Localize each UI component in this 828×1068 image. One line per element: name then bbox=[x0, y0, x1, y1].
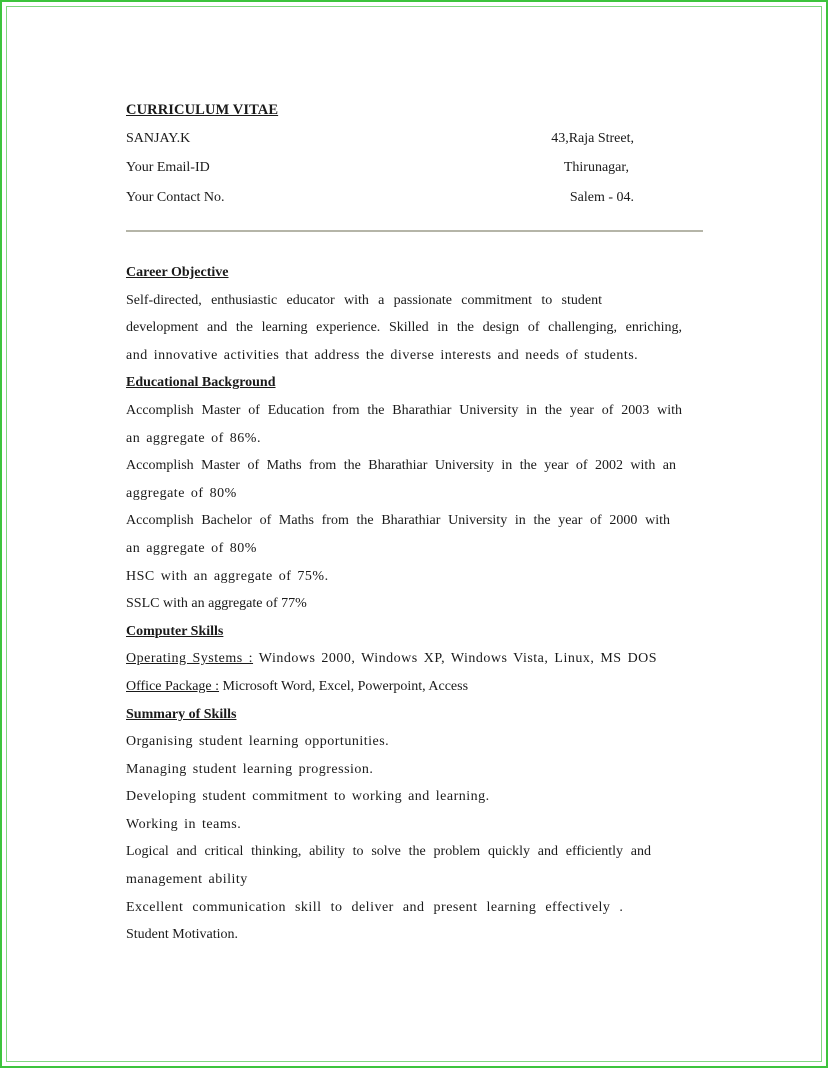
email-line: Your Email-ID bbox=[126, 160, 210, 175]
computer-skills-heading: Computer Skills bbox=[126, 623, 224, 639]
summary-heading: Summary of Skills bbox=[126, 706, 237, 722]
summary-line: Developing student commitment to working and learning. bbox=[126, 789, 490, 805]
office-label: Office Package : bbox=[126, 678, 220, 694]
education-line: Accomplish Bachelor of Maths from the Bharathiar University in the year of 2000 with bbox=[126, 513, 670, 529]
education-line: SSLC with an aggregate of 77% bbox=[126, 596, 307, 612]
resume-body bbox=[126, 259, 686, 949]
education-heading: Educational Background bbox=[126, 375, 276, 391]
candidate-name: SANJAY.K bbox=[126, 131, 191, 146]
summary-line: Managing student learning progression. bbox=[126, 761, 374, 777]
summary-line: Organising student learning opportunities. bbox=[126, 734, 390, 750]
header-divider bbox=[126, 230, 703, 232]
os-line bbox=[126, 645, 686, 673]
address-line-1: 43,Raja Street, bbox=[551, 131, 634, 146]
career-objective-heading: Career Objective bbox=[126, 265, 229, 280]
education-line: an aggregate of 86%. bbox=[126, 430, 261, 446]
summary-line: Student Motivation. bbox=[126, 927, 238, 943]
education-line: aggregate of 80% bbox=[126, 485, 237, 501]
summary-line: Excellent communication skill to deliver and present learning effectively . bbox=[126, 899, 624, 915]
address-line-2: Thirunagar, bbox=[563, 160, 629, 175]
office-line bbox=[126, 673, 686, 701]
summary-line: Logical and critical thinking, ability to solve the problem quickly and efficiently and bbox=[126, 844, 651, 860]
education-line: Accomplish Master of Education from the Bharathiar University in the year of 2003 with bbox=[126, 402, 682, 418]
summary-line: management ability bbox=[126, 872, 248, 888]
os-label: Operating Systems : bbox=[126, 651, 254, 667]
education-line: Accomplish Master of Maths from the Bharathiar University in the year of 2002 with an bbox=[126, 458, 676, 474]
summary-line: Working in teams. bbox=[126, 816, 242, 832]
office-value: Microsoft Word, Excel, Powerpoint, Access bbox=[219, 678, 469, 694]
objective-line: Self-directed, enthusiastic educator with a passionate commitment to student bbox=[126, 292, 602, 308]
objective-line: development and the learning experience. Skilled in the design of challenging, enriching, bbox=[126, 320, 682, 336]
document-title: CURRICULUM VITAE bbox=[126, 102, 279, 118]
address-line-3: Salem - 04. bbox=[569, 190, 634, 205]
education-line: HSC with an aggregate of 75%. bbox=[126, 568, 329, 584]
objective-line: and innovative activities that address the diverse interests and needs of students. bbox=[126, 347, 639, 363]
os-value: Windows 2000, Windows XP, Windows Vista, Linux, MS DOS bbox=[253, 651, 658, 667]
education-line: an aggregate of 80% bbox=[126, 540, 257, 556]
contact-line: Your Contact No. bbox=[126, 190, 225, 205]
